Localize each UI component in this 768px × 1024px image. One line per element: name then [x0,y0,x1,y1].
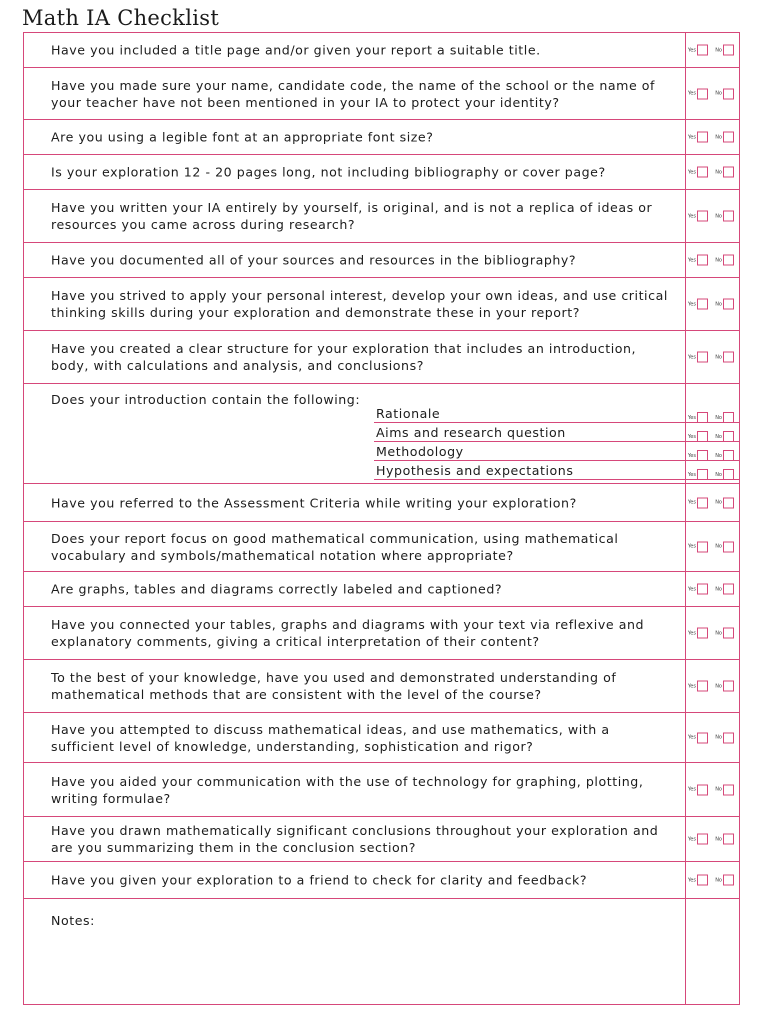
yes-label: Yes [687,683,696,689]
introduction-question: Does your introduction contain the following: [51,392,361,407]
checklist-row [24,862,739,899]
no-checkbox[interactable] [723,211,734,222]
question-2-yes-no [686,132,737,143]
no-label: No [715,543,722,550]
yes-checkbox[interactable] [697,45,708,56]
question-text: Have you drawn mathematically significant conclusions throughout your exploration and are you summarizing them in the conclusion section? [51,823,659,855]
yes-checkbox[interactable] [697,875,708,886]
no-checkbox[interactable] [723,450,734,461]
no-label: No [715,836,722,842]
question-text: Have you aided your communication with the use of technology for graphing, plotting, writing formulae? [51,773,644,806]
checklist-row [24,713,739,763]
yes-checkbox[interactable] [697,469,708,480]
yes-checkbox[interactable] [697,497,708,508]
yes-checkbox[interactable] [697,784,708,795]
yes-label: Yes [687,433,696,440]
item-label: Rationale [376,406,441,421]
question-text: Are you using a legible font at an appropriate font size? [51,129,434,145]
question-text: Have you attempted to discuss mathematical ideas, and use mathematics, with a sufficient level of knowledge, understanding, sophistication and rigor? [51,721,610,754]
no-label: No [715,257,722,263]
no-label: No [715,213,722,219]
no-checkbox[interactable] [723,431,734,442]
no-label: No [715,134,722,140]
yes-checkbox[interactable] [697,88,708,99]
checklist-row [24,817,739,862]
no-checkbox[interactable] [723,497,734,508]
question-5-yes-no [686,255,737,266]
intro-item-2-yes-no [686,450,737,461]
notes-area[interactable] [24,899,739,1004]
yes-label: Yes [687,213,696,219]
item-label: Aims and research question [376,425,566,440]
yes-label: Yes [687,786,696,793]
yes-label: Yes [687,499,696,506]
question-text: Have you given your exploration to a friend to check for clarity and feedback? [51,872,588,888]
intro-item-1-yes-no [686,431,737,442]
yes-checkbox[interactable] [697,255,708,266]
no-checkbox[interactable] [723,834,734,845]
yes-label: Yes [687,301,696,307]
checklist-row [24,660,739,713]
item-label: Methodology [376,444,464,459]
yes-checkbox[interactable] [697,450,708,461]
no-checkbox[interactable] [723,628,734,639]
item-underline [374,479,739,480]
yes-label: Yes [687,543,696,550]
question-108-yes-no [686,875,737,886]
no-checkbox[interactable] [723,541,734,552]
question-text: Have you included a title page and/or given your report a suitable title. [51,42,541,58]
checklist-row [24,763,739,817]
yes-label: Yes [687,90,696,97]
yes-checkbox[interactable] [697,584,708,595]
yes-checkbox[interactable] [697,211,708,222]
yes-checkbox[interactable] [697,834,708,845]
no-checkbox[interactable] [723,45,734,56]
yes-checkbox[interactable] [697,299,708,310]
no-checkbox[interactable] [723,469,734,480]
checklist-row [24,278,739,331]
yes-label: Yes [687,257,696,263]
yes-checkbox[interactable] [697,431,708,442]
question-7-yes-no [686,352,737,363]
question-0-yes-no [686,45,737,56]
checklist-row [24,120,739,155]
no-label: No [715,414,722,421]
yes-checkbox[interactable] [697,628,708,639]
introduction-row [24,384,739,484]
question-101-yes-no [686,541,737,552]
question-text: Have you written your IA entirely by yourself, is original, and is not a replica of ideas or resources you came across during research? [51,200,653,232]
checklist-row [24,68,739,120]
yes-checkbox[interactable] [697,681,708,692]
question-text: To the best of your knowledge, have you used and demonstrated understanding of mathematical methods that are consistent with the level of the course? [51,670,617,702]
checklist-row [24,243,739,278]
no-checkbox[interactable] [723,167,734,178]
question-text: Have you referred to the Assessment Criteria while writing your exploration? [51,495,577,510]
no-checkbox[interactable] [723,255,734,266]
yes-checkbox[interactable] [697,732,708,743]
introduction-item [374,404,739,423]
yes-label: Yes [687,169,696,175]
introduction-item [374,423,739,442]
introduction-item [374,461,739,480]
no-label: No [715,354,722,360]
yes-label: Yes [687,354,696,360]
question-106-yes-no [686,784,737,795]
no-label: No [715,90,722,97]
question-text: Have you made sure your name, candidate code, the name of the school or the name of your teacher have not been mentioned in your IA to protect your identity? [51,77,656,110]
question-102-yes-no [686,584,737,595]
no-checkbox[interactable] [723,88,734,99]
no-label: No [715,301,722,307]
introduction-item [374,442,739,461]
no-checkbox[interactable] [723,132,734,143]
yes-label: Yes [687,836,696,842]
question-text: Have you connected your tables, graphs and diagrams with your text via reflexive and explanatory comments, giving a critical interpretation of their content? [51,617,645,649]
question-104-yes-no [686,681,737,692]
yes-label: Yes [687,586,696,592]
yes-label: Yes [687,47,696,53]
item-label: Hypothesis and expectations [376,463,574,478]
checklist-sheet [23,32,740,1005]
question-text: Is your exploration 12 - 20 pages long, not including bibliography or cover page? [51,164,606,180]
question-105-yes-no [686,732,737,743]
question-text: Are graphs, tables and diagrams correctly labeled and captioned? [51,581,503,597]
question-100-yes-no [686,497,737,508]
no-label: No [715,169,722,175]
no-label: No [715,499,722,506]
no-checkbox[interactable] [723,784,734,795]
yes-checkbox[interactable] [697,132,708,143]
no-checkbox[interactable] [723,352,734,363]
checklist-row [24,522,739,572]
yes-label: Yes [687,630,696,636]
checklist-row [24,33,739,68]
no-label: No [715,471,722,478]
no-label: No [715,683,722,689]
no-label: No [715,47,722,53]
intro-item-0-yes-no [686,412,737,423]
checklist-row [24,572,739,607]
question-107-yes-no [686,834,737,845]
yes-checkbox[interactable] [697,412,708,423]
question-1-yes-no [686,88,737,99]
yes-checkbox[interactable] [697,541,708,552]
intro-item-3-yes-no [686,469,737,480]
question-103-yes-no [686,628,737,639]
checklist-row [24,607,739,660]
yes-checkbox[interactable] [697,167,708,178]
page-title: Math IA Checklist [22,6,220,30]
question-text: Have you documented all of your sources and resources in the bibliography? [51,252,577,268]
no-checkbox[interactable] [723,412,734,423]
no-label: No [715,433,722,440]
checklist-row [24,331,739,384]
yes-label: Yes [687,452,696,459]
question-4-yes-no [686,211,737,222]
no-checkbox[interactable] [723,732,734,743]
question-text: Does your report focus on good mathematical communication, using mathematical vocabulary and symbols/mathematical notation where appropriate? [51,530,619,563]
question-text: Have you strived to apply your personal interest, develop your own ideas, and use critical thinking skills during your exploration and demonstrate these in your report? [51,288,668,320]
yes-label: Yes [687,471,696,478]
question-text: Have you created a clear structure for your exploration that includes an introduction, body, with calculations and analysis, and conclusions? [51,341,637,373]
yes-label: Yes [687,877,696,883]
no-label: No [715,452,722,459]
question-3-yes-no [686,167,737,178]
no-label: No [715,586,722,592]
no-checkbox[interactable] [723,681,734,692]
no-label: No [715,734,722,741]
yes-label: Yes [687,134,696,140]
no-label: No [715,630,722,636]
yes-label: Yes [687,414,696,421]
checklist-row [24,155,739,190]
checklist-row [24,484,739,522]
question-6-yes-no [686,299,737,310]
no-checkbox[interactable] [723,299,734,310]
no-checkbox[interactable] [723,875,734,886]
checklist-row [24,190,739,243]
no-label: No [715,877,722,883]
no-checkbox[interactable] [723,584,734,595]
notes-label: Notes: [51,913,95,928]
yes-checkbox[interactable] [697,352,708,363]
yes-label: Yes [687,734,696,741]
no-label: No [715,786,722,793]
